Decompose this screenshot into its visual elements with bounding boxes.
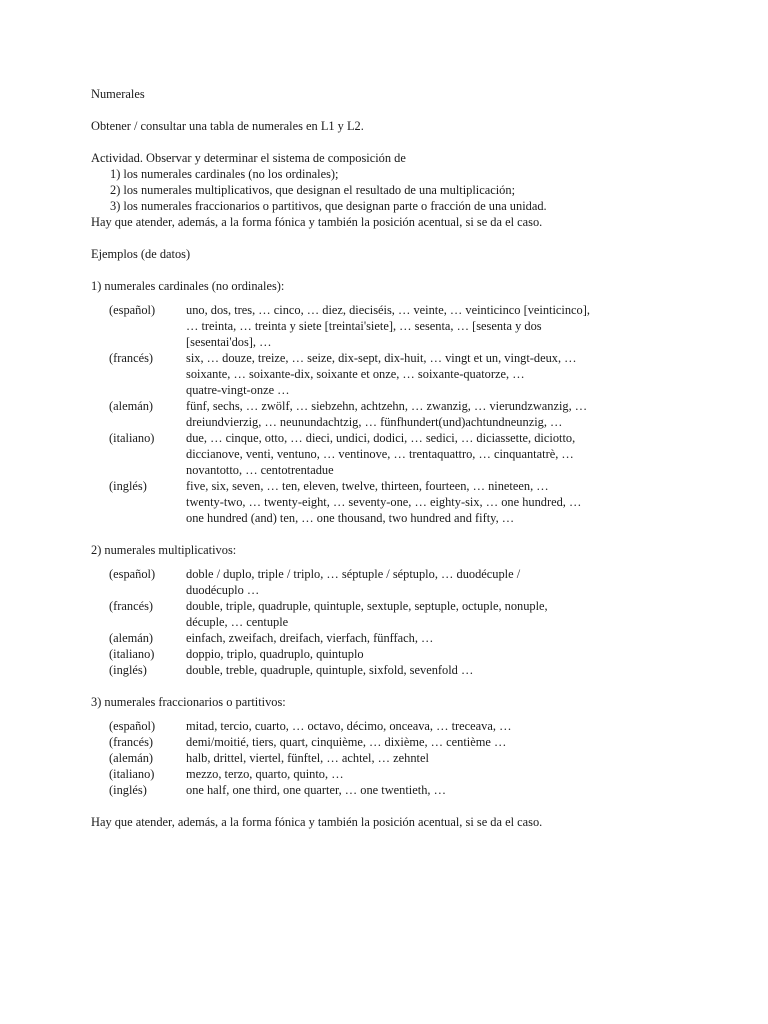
numeral-values xyxy=(186,734,691,750)
table-row xyxy=(91,630,691,646)
spacer xyxy=(91,262,691,278)
language-label: (español) xyxy=(109,303,156,317)
examples-table xyxy=(91,302,691,526)
value-line: double, triple, quadruple, quintuple, sextuple, septuple, octuple, nonuple, xyxy=(186,599,548,613)
closing-note: Hay que atender, además, a la forma fónica y también la posición acentual, si se da el caso. xyxy=(91,815,543,829)
value-line: mezzo, terzo, quarto, quinto, … xyxy=(186,767,344,781)
value-line: uno, dos, tres, … cinco, … diez, dieciséis, … veinte, … veinticinco [veinticinco], xyxy=(186,303,590,317)
language-label: (italiano) xyxy=(109,647,155,661)
table-row xyxy=(91,750,691,766)
value-line: twenty-two, … twenty-eight, … seventy-one, … eighty-six, … one hundred, … xyxy=(186,495,582,509)
value-line: one hundred (and) ten, … one thousand, two hundred and fifty, … xyxy=(186,511,515,525)
numeral-values xyxy=(186,630,691,646)
table-row xyxy=(91,566,691,598)
table-row xyxy=(91,350,691,398)
value-line: five, six, seven, … ten, eleven, twelve, thirteen, fourteen, … nineteen, … xyxy=(186,479,549,493)
intro-paragraph: Obtener / consultar una tabla de numerales en L1 y L2. xyxy=(91,119,364,133)
value-line: mitad, tercio, cuarto, … octavo, décimo, onceava, … treceava, … xyxy=(186,719,512,733)
table-row xyxy=(91,766,691,782)
spacer xyxy=(91,230,691,246)
language-label: (español) xyxy=(109,719,156,733)
language-label: (inglés) xyxy=(109,663,147,677)
language-label: (alemán) xyxy=(109,631,154,645)
activity-note: Hay que atender, además, a la forma fónica y también la posición acentual, si se da el caso. xyxy=(91,215,543,229)
numeral-values xyxy=(186,782,691,798)
section-multiplicativos xyxy=(91,542,691,678)
value-line: six, … douze, treize, … seize, dix-sept, dix-huit, … vingt et un, vingt-deux, … xyxy=(186,351,577,365)
value-line: quatre-vingt-onze … xyxy=(186,383,290,397)
language-label: (alemán) xyxy=(109,399,154,413)
numeral-values xyxy=(186,750,691,766)
numeral-values xyxy=(186,646,691,662)
numeral-values xyxy=(186,662,691,678)
examples-table xyxy=(91,566,691,678)
value-line: décuple, … centuple xyxy=(186,615,289,629)
value-line: einfach, zweifach, dreifach, vierfach, fünffach, … xyxy=(186,631,434,645)
numeral-values xyxy=(186,302,691,350)
numeral-values xyxy=(186,566,691,598)
value-line: dreiundvierzig, … neunundachtzig, … fünfhundert(und)achtundneunzig, … xyxy=(186,415,563,429)
language-label: (italiano) xyxy=(109,431,155,445)
numeral-values xyxy=(186,478,691,526)
examples-table xyxy=(91,718,691,798)
value-line: halb, drittel, viertel, fünftel, … achtel, … zehntel xyxy=(186,751,429,765)
table-row xyxy=(91,646,691,662)
table-row xyxy=(91,398,691,430)
language-label: (español) xyxy=(109,567,156,581)
value-line: demi/moitié, tiers, quart, cinquième, … dixième, … centième … xyxy=(186,735,507,749)
table-row xyxy=(91,662,691,678)
examples-heading: Ejemplos (de datos) xyxy=(91,247,191,261)
spacer xyxy=(91,526,691,542)
value-line: one half, one third, one quarter, … one twentieth, … xyxy=(186,783,446,797)
value-line: soixante, … soixante-dix, soixante et onze, … soixante-quatorze, … xyxy=(186,367,525,381)
section-cardinales xyxy=(91,278,691,526)
value-line: [sesentai'dos], … xyxy=(186,335,272,349)
spacer xyxy=(91,134,691,150)
value-line: duodécuplo … xyxy=(186,583,260,597)
activity-item-1: 1) los numerales cardinales (no los ordinales); xyxy=(110,167,339,181)
table-row xyxy=(91,734,691,750)
value-line: doppio, triplo, quadruplo, quintuplo xyxy=(186,647,364,661)
document-page xyxy=(91,86,691,830)
activity-item-2: 2) los numerales multiplicativos, que designan el resultado de una multiplicación; xyxy=(110,183,516,197)
numeral-values xyxy=(186,718,691,734)
spacer xyxy=(91,798,691,814)
value-line: novantotto, … centotrentadue xyxy=(186,463,334,477)
value-line: diccianove, venti, ventuno, … ventinove, … trentaquattro, … cinquantatrè, … xyxy=(186,447,574,461)
document-title: Numerales xyxy=(91,87,145,101)
language-label: (alemán) xyxy=(109,751,154,765)
value-line: … treinta, … treinta y siete [treintai'siete], … sesenta, … [sesenta y dos xyxy=(186,319,542,333)
value-line: doble / duplo, triple / triplo, … séptuple / séptuplo, … duodécuple / xyxy=(186,567,521,581)
numeral-values xyxy=(186,398,691,430)
activity-item-3: 3) los numerales fraccionarios o partitivos, que designan parte o fracción de una unidad. xyxy=(110,199,547,213)
value-line: due, … cinque, otto, … dieci, undici, dodici, … sedici, … diciassette, diciotto, xyxy=(186,431,576,445)
language-label: (francés) xyxy=(109,735,154,749)
numeral-values xyxy=(186,598,691,630)
numeral-values xyxy=(186,350,691,398)
section-heading: 1) numerales cardinales (no ordinales): xyxy=(91,279,285,293)
table-row xyxy=(91,718,691,734)
section-heading: 2) numerales multiplicativos: xyxy=(91,543,237,557)
numeral-values xyxy=(186,766,691,782)
spacer xyxy=(91,678,691,694)
language-label: (inglés) xyxy=(109,479,147,493)
language-label: (francés) xyxy=(109,351,154,365)
table-row xyxy=(91,782,691,798)
activity-heading: Actividad. Observar y determinar el sistema de composición de xyxy=(91,151,406,165)
section-fraccionarios xyxy=(91,694,691,798)
value-line: fünf, sechs, … zwölf, … siebzehn, achtzehn, … zwanzig, … vierundzwanzig, … xyxy=(186,399,588,413)
language-label: (inglés) xyxy=(109,783,147,797)
language-label: (francés) xyxy=(109,599,154,613)
table-row xyxy=(91,478,691,526)
spacer xyxy=(91,102,691,118)
numeral-values xyxy=(186,430,691,478)
table-row xyxy=(91,430,691,478)
value-line: double, treble, quadruple, quintuple, sixfold, sevenfold … xyxy=(186,663,474,677)
section-heading: 3) numerales fraccionarios o partitivos: xyxy=(91,695,286,709)
table-row xyxy=(91,302,691,350)
table-row xyxy=(91,598,691,630)
language-label: (italiano) xyxy=(109,767,155,781)
